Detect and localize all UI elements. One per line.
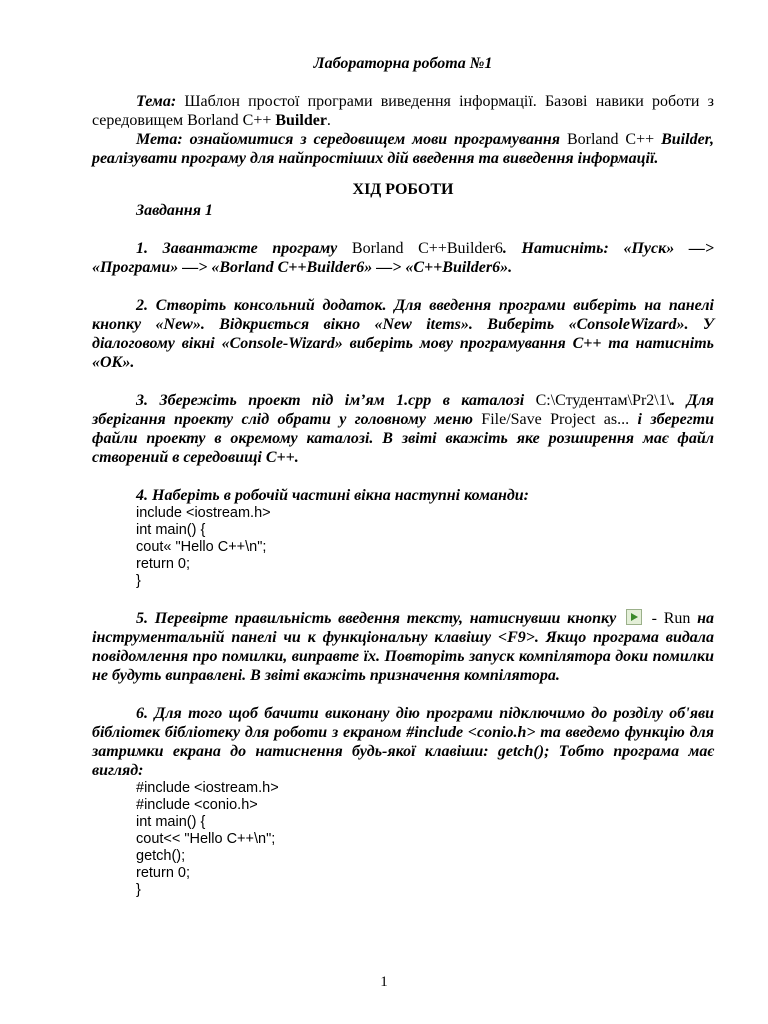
run-play-icon xyxy=(626,609,642,625)
code-line: #include <conio.h> xyxy=(136,797,258,813)
step-3 xyxy=(92,391,714,467)
goal-software: Borland C++ xyxy=(566,131,655,148)
step-2: 2. Створіть консольний додаток. Для введення програми виберіть на панелі кнопку «New». Відкриється вікно «New items». Виберіть «ConsoleWizard». У діалоговому вікні «Console-Wizard» виберіть мову програмування С++ та натисніть «ОК». xyxy=(92,297,714,371)
document-page xyxy=(92,48,714,899)
code-line: cout« "Hello C++\n"; xyxy=(136,539,267,555)
topic-software: Borland C++ xyxy=(187,112,272,129)
step-3-path: C:\Студентам\Pr2\1\ xyxy=(535,392,672,409)
step-3-text-c: і зберегти файли проекту в окремому каталозі. В звіті вкажіть яке розширення має файл створений в середовищі С++. xyxy=(92,411,715,466)
goal-label: Мета: xyxy=(136,131,183,148)
code-line: include <iostream.h> xyxy=(136,505,271,521)
code-line: cout<< "Hello C++\n"; xyxy=(136,831,276,847)
section-heading: ХІД РОБОТИ xyxy=(352,181,454,198)
code-block-2 xyxy=(92,780,714,899)
lab-title: Лабораторна робота №1 xyxy=(313,55,493,72)
code-line: } xyxy=(136,882,141,898)
task-heading: Завдання 1 xyxy=(136,202,213,219)
step-5 xyxy=(92,609,714,685)
code-line: return 0; xyxy=(136,556,190,572)
step-1-text-c: . Натисніть: «Пуск» —> «Програми» —> «Borland C++Builder6» —> «C++Builder6». xyxy=(92,240,714,276)
goal-text-1: ознайомитися з середовищем мови програмування xyxy=(189,131,567,148)
code-block-1 xyxy=(92,505,714,590)
step-3-text-a: 3. Збережіть проект під ім’ям 1.cpp в каталозі xyxy=(136,392,536,409)
step-1 xyxy=(92,239,714,277)
topic-end: . xyxy=(326,112,331,129)
goal-text-2: Builder, реалізувати програму для найпростіших дій введення та виведення інформації. xyxy=(92,131,715,167)
topic-label: Тема: xyxy=(136,93,177,110)
topic-paragraph xyxy=(92,92,714,130)
step-1-text-a: 1. Завантажте програму xyxy=(136,240,352,257)
code-line: int main() { xyxy=(136,522,206,538)
step-5-run: - Run xyxy=(644,610,691,627)
step-3-menu: File/Save Project as... xyxy=(481,411,630,428)
topic-text: Шаблон простої програми виведення інформації. Базові навики роботи з середовищем xyxy=(92,93,715,129)
code-line: #include <iostream.h> xyxy=(136,780,279,796)
code-line: return 0; xyxy=(136,865,190,881)
step-3-text-b: . Для зберігання проекту слід обрати у головному меню xyxy=(92,392,714,428)
step-4: 4. Наберіть в робочій частині вікна наступні команди: xyxy=(136,487,529,504)
code-line: getch(); xyxy=(136,848,186,864)
code-line: int main() { xyxy=(136,814,206,830)
step-5-text-b: на інструментальній панелі чи к функціональну клавішу <F9>. Якщо програма видала повідомлення про помилки, виправте їх. Повторіть запуск компілятора доки помилки не будуть виправлені. В звіті вкажіть призначення компілятора. xyxy=(92,610,715,684)
goal-paragraph xyxy=(92,130,714,168)
topic-builder: Builder xyxy=(275,112,327,129)
step-6: 6. Для того щоб бачити виконану дію програми підключимо до розділу об'яви бібліотек бібліотеку для роботи з екраном #include <conio.h> та введемо функцію для затримки екрана до натиснення будь-якої клавіши: getch(); Тобто програма має вигляд: xyxy=(92,705,714,779)
code-line: } xyxy=(136,573,141,589)
step-5-text-a: 5. Перевірте правильність введення тексту, натиснувши кнопку xyxy=(136,610,617,627)
page-number: 1 xyxy=(380,974,388,990)
step-1-software: Borland C++Builder6 xyxy=(351,240,503,257)
